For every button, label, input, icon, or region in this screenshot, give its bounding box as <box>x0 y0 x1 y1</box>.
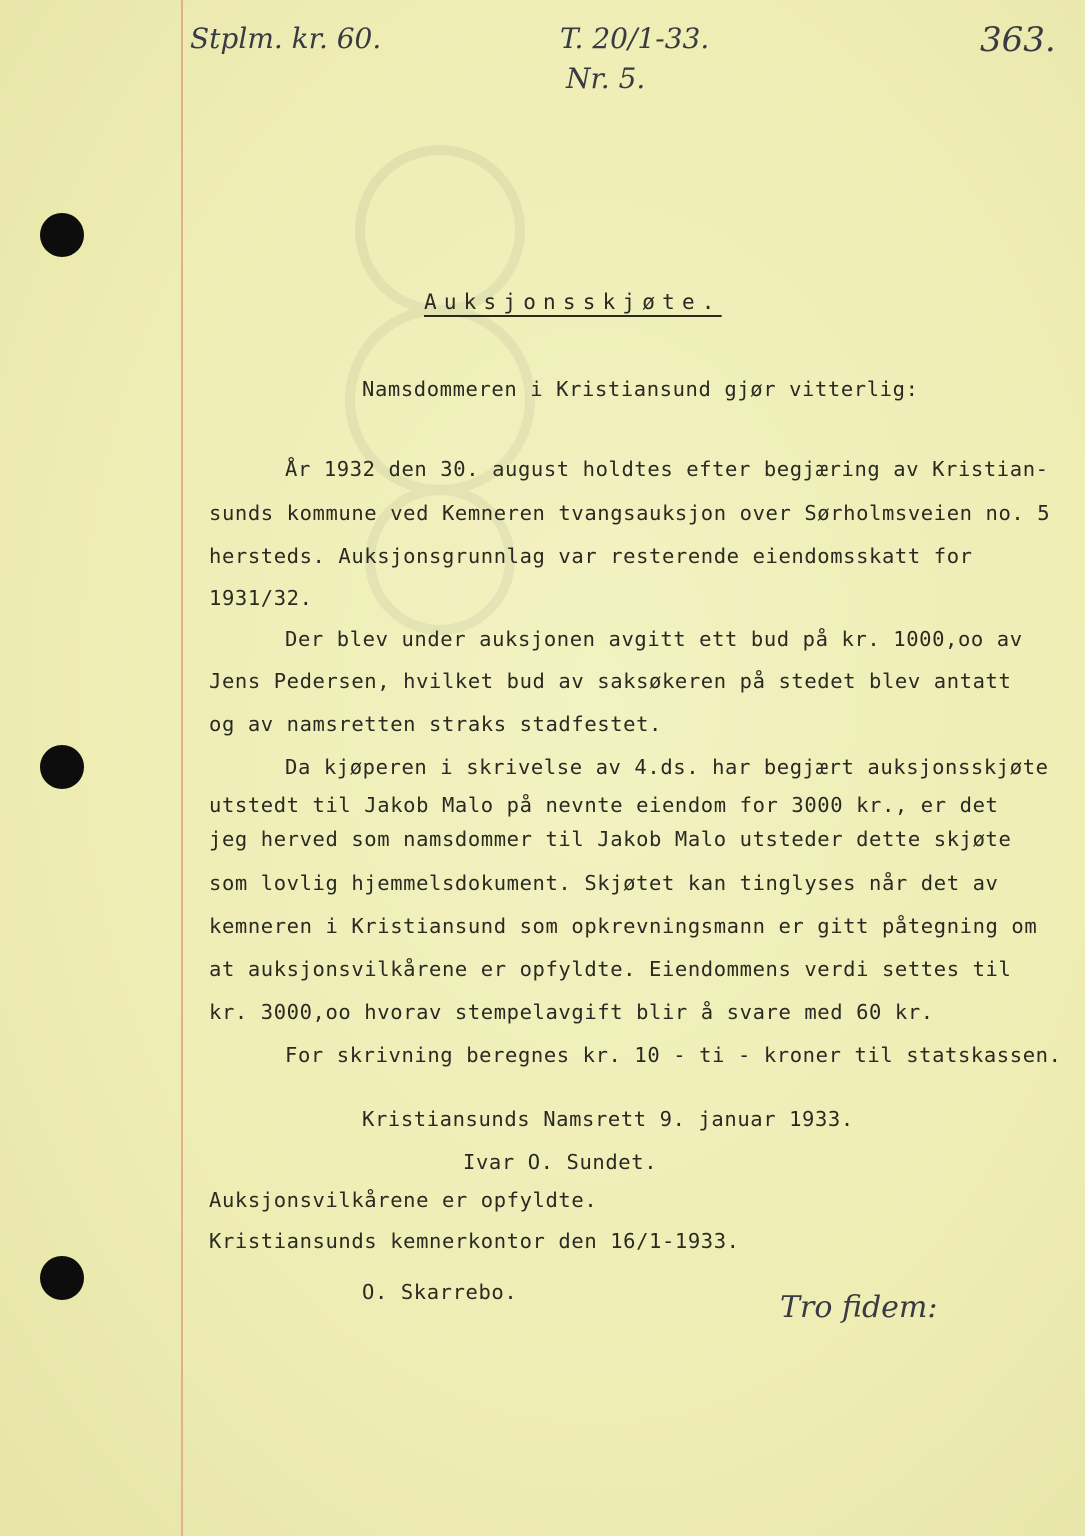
text-line: Namsdommeren i Kristiansund gjør vitterlig: <box>362 377 919 401</box>
text-line: Kristiansunds kemnerkontor den 16/1-1933. <box>209 1229 740 1253</box>
punch-hole <box>40 745 84 789</box>
text-line: År 1932 den 30. august holdtes efter begjæring av Kristian- <box>285 457 1049 481</box>
text-line: jeg herved som namsdommer til Jakob Malo utsteder dette skjøte <box>209 827 1012 851</box>
margin-line <box>181 0 183 1536</box>
text-line: Kristiansunds Namsrett 9. januar 1933. <box>362 1107 854 1131</box>
handwritten-signature: Tro fidem: <box>780 1290 938 1325</box>
document-title: Auksjonsskjøte. <box>424 290 722 314</box>
text-line: sunds kommune ved Kemneren tvangsauksjon over Sørholmsveien no. 5 <box>209 501 1051 525</box>
text-line: som lovlig hjemmelsdokument. Skjøtet kan tinglyses når det av <box>209 871 999 895</box>
text-line: at auksjonsvilkårene er opfyldte. Eiendommens verdi settes til <box>209 957 1012 981</box>
text-line: utstedt til Jakob Malo på nevnte eiendom for 3000 kr., er det <box>209 793 999 817</box>
handwritten-date: T. 20/1-33. <box>560 22 710 55</box>
text-line: kemneren i Kristiansund som opkrevningsmann er gitt påtegning om <box>209 914 1038 938</box>
punch-hole <box>40 1256 84 1300</box>
text-line: O. Skarrebo. <box>362 1280 518 1304</box>
text-line: Der blev under auksjonen avgitt ett bud på kr. 1000,oo av <box>285 627 1023 651</box>
text-line: Jens Pedersen, hvilket bud av saksøkeren på stedet blev antatt <box>209 669 1012 693</box>
punch-hole <box>40 213 84 257</box>
text-line: Auksjonsvilkårene er opfyldte. <box>209 1188 598 1212</box>
text-line: For skrivning beregnes kr. 10 - ti - kroner til statskassen. <box>285 1043 1062 1067</box>
text-line: Ivar O. Sundet. <box>463 1150 658 1174</box>
handwritten-number: Nr. 5. <box>566 62 646 95</box>
text-line: Da kjøperen i skrivelse av 4.ds. har begjært auksjonsskjøte <box>285 755 1049 779</box>
text-line: 1931/32. <box>209 586 313 610</box>
handwritten-page-number: 363. <box>980 20 1056 60</box>
text-line: hersteds. Auksjonsgrunnlag var resterende eiendomsskatt for <box>209 544 973 568</box>
text-line: og av namsretten straks stadfestet. <box>209 712 662 736</box>
text-line: kr. 3000,oo hvorav stempelavgift blir å svare med 60 kr. <box>209 1000 934 1024</box>
handwritten-reference: Stplm. kr. 60. <box>190 22 382 55</box>
